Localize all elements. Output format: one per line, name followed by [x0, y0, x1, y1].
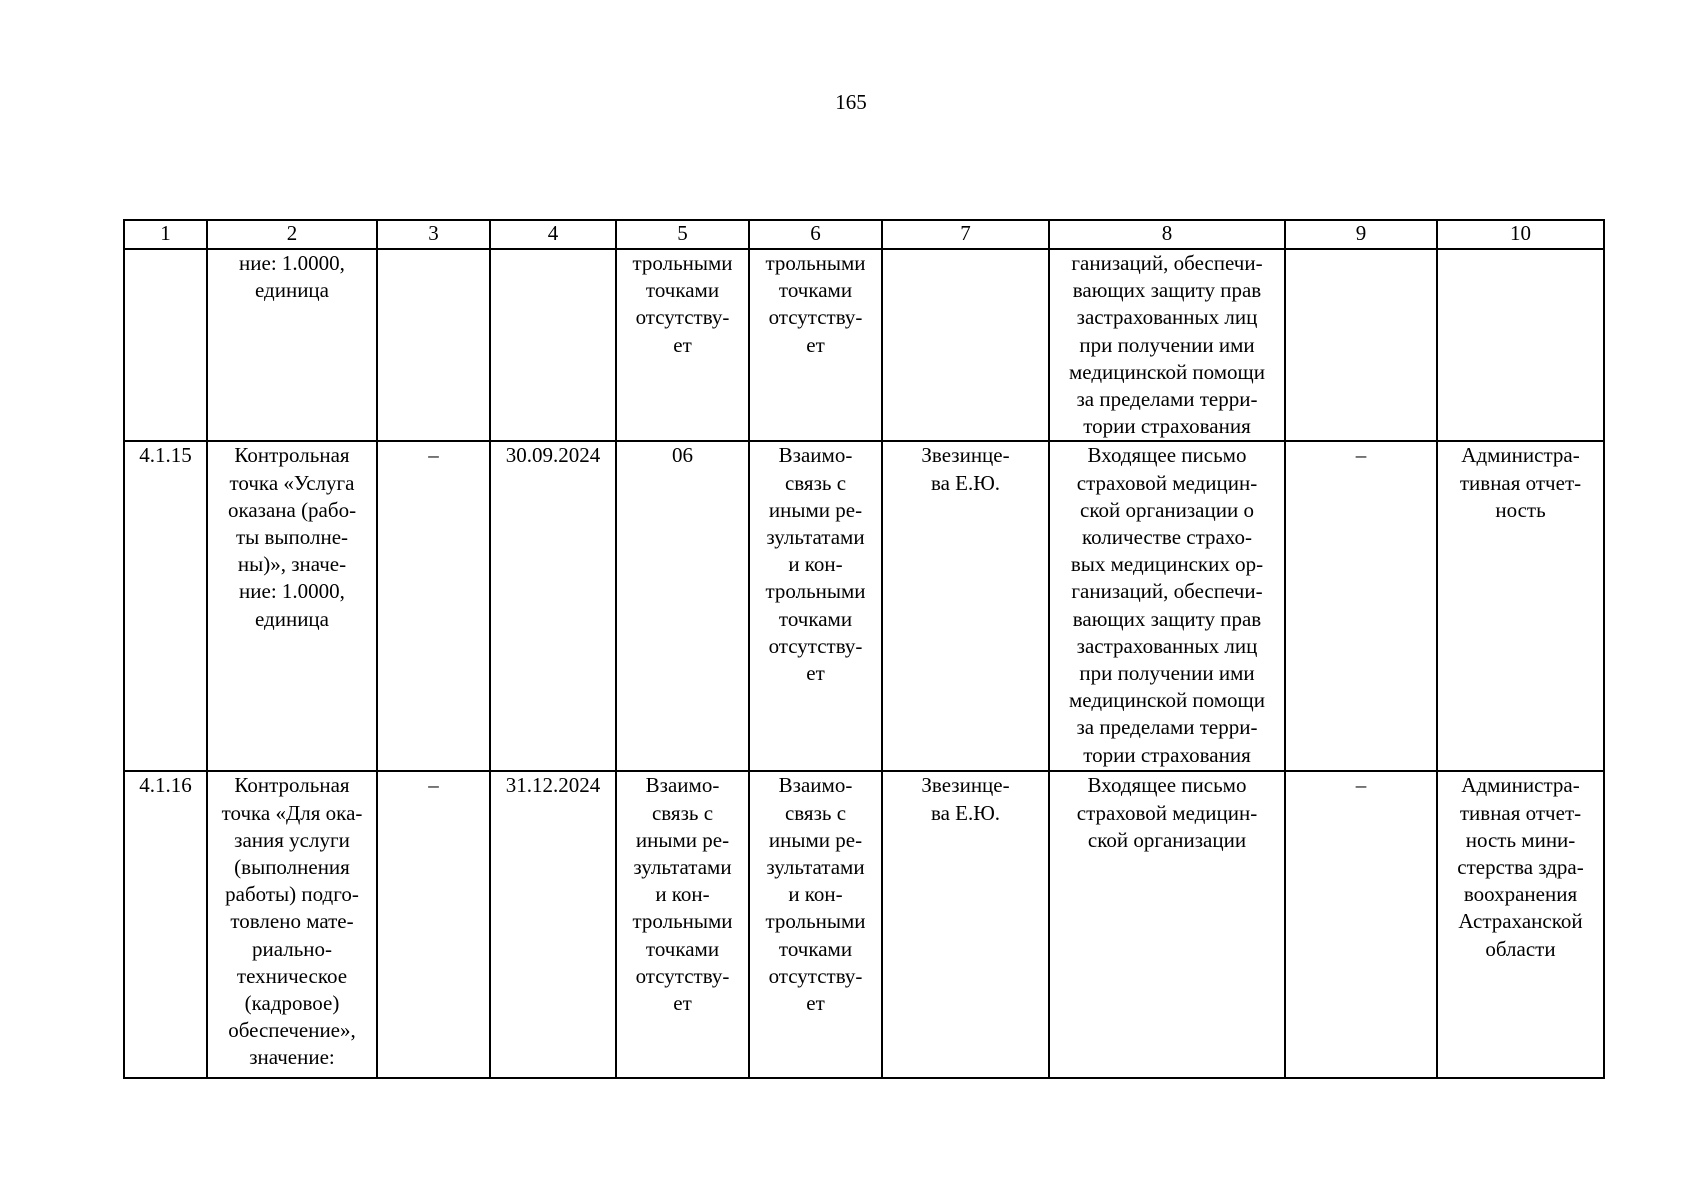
page-number: 165	[835, 90, 867, 114]
table-cell: 31.12.2024	[490, 771, 616, 1078]
table-cell	[124, 249, 207, 441]
table-row	[124, 249, 1604, 441]
column-header: 3	[377, 220, 490, 249]
table-cell	[1437, 249, 1604, 441]
table-cell: Взаимо- связь с иными ре- зультатами и кон- трольными точками отсутству- ет	[749, 771, 882, 1078]
table-cell: 4.1.15	[124, 441, 207, 771]
table-cell: ганизаций, обеспечи- вающих защиту прав застрахованных лиц при получении ими медицинской помощи за пределами терри- тории страхования	[1049, 249, 1285, 441]
column-header: 9	[1285, 220, 1437, 249]
table-cell: Администра- тивная отчет- ность	[1437, 441, 1604, 771]
document-table	[123, 219, 1605, 1079]
table-row	[124, 441, 1604, 771]
column-header: 8	[1049, 220, 1285, 249]
table-cell: Звезинце- ва Е.Ю.	[882, 771, 1049, 1078]
table-cell: ние: 1.0000, единица	[207, 249, 377, 441]
table-cell	[490, 249, 616, 441]
table-cell: Контрольная точка «Услуга оказана (рабо- ты выполне- ны)», значе- ние: 1.0000, единица	[207, 441, 377, 771]
table-cell: 4.1.16	[124, 771, 207, 1078]
table-cell: –	[1285, 771, 1437, 1078]
column-header: 7	[882, 220, 1049, 249]
table-row	[124, 771, 1604, 1078]
table-cell	[882, 249, 1049, 441]
table-cell: Взаимо- связь с иными ре- зультатами и кон- трольными точками отсутству- ет	[616, 771, 749, 1078]
table-cell	[1285, 249, 1437, 441]
table-cell: Входящее письмо страховой медицин- ской организации о количестве страхо- вых медицинских ор- ганизаций, обеспечи- вающих защиту прав застрахованных лиц при получении ими медицинской помощи за пределами терри- тории страхования	[1049, 441, 1285, 771]
table-cell	[377, 249, 490, 441]
table-cell: Администра- тивная отчет- ность мини- стерства здра- воохранения Астраханской области	[1437, 771, 1604, 1078]
table-cell: Звезинце- ва Е.Ю.	[882, 441, 1049, 771]
table-cell: 30.09.2024	[490, 441, 616, 771]
column-header: 4	[490, 220, 616, 249]
column-header: 10	[1437, 220, 1604, 249]
table-cell: 06	[616, 441, 749, 771]
table-cell: Взаимо- связь с иными ре- зультатами и кон- трольными точками отсутству- ет	[749, 441, 882, 771]
table-cell: Входящее письмо страховой медицин- ской организации	[1049, 771, 1285, 1078]
table-cell: –	[377, 771, 490, 1078]
table-cell: –	[1285, 441, 1437, 771]
column-header: 5	[616, 220, 749, 249]
column-header: 6	[749, 220, 882, 249]
table-cell: трольными точками отсутству- ет	[749, 249, 882, 441]
column-header: 1	[124, 220, 207, 249]
table-cell: –	[377, 441, 490, 771]
table-cell: Контрольная точка «Для ока- зания услуги (выполнения работы) подго- товлено мате- риально- техническое (кадровое) обеспечение», значение:	[207, 771, 377, 1078]
table-header-row	[124, 220, 1604, 249]
table-cell: трольными точками отсутству- ет	[616, 249, 749, 441]
column-header: 2	[207, 220, 377, 249]
